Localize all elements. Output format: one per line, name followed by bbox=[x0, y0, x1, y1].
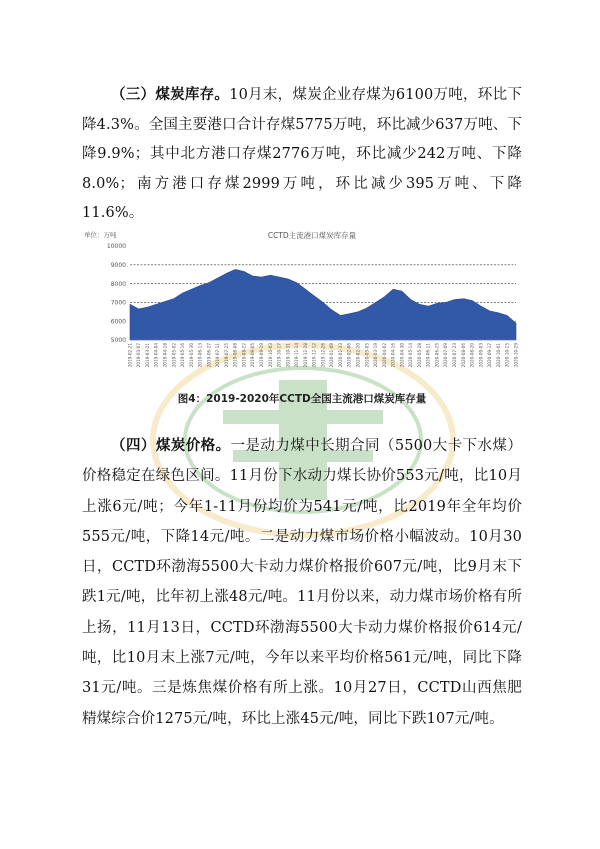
y-tick-label: 8000 bbox=[110, 280, 126, 288]
x-tick-label: 2020-05-14 bbox=[408, 343, 414, 368]
chart-unit-label: 单位：万吨 bbox=[84, 231, 117, 239]
x-tick-label: 2019-11-28 bbox=[302, 343, 308, 368]
x-tick-label: 2020-10-01 bbox=[495, 343, 501, 368]
y-tick-label: 9000 bbox=[110, 262, 126, 269]
x-tick-label: 2019-08-08 bbox=[232, 343, 238, 368]
inventory-area-chart bbox=[82, 228, 522, 388]
x-tick-label: 2020-04-16 bbox=[390, 343, 396, 368]
x-tick-label: 2019-07-11 bbox=[215, 343, 221, 368]
x-tick-label: 2020-04-30 bbox=[399, 343, 405, 368]
x-tick-label: 2019-05-16 bbox=[180, 343, 186, 368]
x-tick-label: 2019-10-31 bbox=[285, 343, 291, 368]
y-tick-label: 10000 bbox=[106, 243, 126, 251]
figure-caption: 图4：2019-2020年CCTD全国主流港口煤炭库存量 bbox=[177, 393, 427, 405]
section-heading: （四）煤炭价格。 bbox=[111, 437, 231, 454]
x-tick-label: 2020-02-06 bbox=[346, 343, 352, 368]
x-tick-label: 2020-09-17 bbox=[487, 343, 493, 368]
x-tick-label: 2020-01-23 bbox=[337, 343, 343, 368]
x-tick-label: 2020-07-23 bbox=[451, 343, 457, 368]
x-tick-label: 2020-10-15 bbox=[504, 343, 510, 368]
x-tick-label: 2020-03-05 bbox=[364, 343, 370, 368]
x-tick-label: 2020-01-09 bbox=[329, 343, 335, 368]
x-tick-label: 2019-08-22 bbox=[241, 343, 247, 368]
x-tick-label: 2019-04-04 bbox=[153, 343, 159, 368]
x-tick-label: 2019-06-13 bbox=[197, 343, 203, 368]
inventory-area-series bbox=[130, 270, 516, 341]
y-tick-label: 7000 bbox=[110, 299, 126, 307]
section-heading: （三）煤炭库存。 bbox=[111, 86, 230, 103]
x-tick-label: 2020-04-02 bbox=[381, 343, 387, 368]
x-tick-label: 2020-08-06 bbox=[460, 343, 466, 368]
x-tick-label: 2019-10-17 bbox=[276, 343, 282, 368]
x-tick-label: 2020-08-20 bbox=[469, 343, 475, 368]
x-tick-label: 2020-06-11 bbox=[425, 343, 431, 368]
x-tick-label: 2019-12-26 bbox=[320, 343, 326, 368]
x-tick-label: 2019-09-19 bbox=[258, 343, 264, 368]
section-body: 10月末，煤炭企业存煤为6100万吨，环比下降4.3%。全国主要港口合计存煤5775万吨，环比减少637万吨、下降9.9%；其中北方港口存煤2776万吨，环比减少242万吨、下降8.0%；南方港口存煤2999万吨，环比减少395万吨、下降11.6%。 bbox=[82, 87, 523, 221]
x-tick-label: 2020-06-25 bbox=[434, 343, 440, 368]
x-tick-label: 2020-10-29 bbox=[513, 343, 519, 368]
x-tick-label: 2020-09-03 bbox=[478, 343, 484, 368]
y-tick-label: 6000 bbox=[110, 318, 126, 326]
x-tick-label: 2020-07-09 bbox=[443, 343, 449, 368]
x-tick-label: 2019-11-14 bbox=[294, 343, 300, 368]
x-tick-label: 2019-12-12 bbox=[311, 343, 317, 368]
chart-title: CCTD主流港口煤炭库存量 bbox=[267, 231, 357, 240]
x-tick-label: 2019-04-18 bbox=[162, 343, 168, 368]
y-tick-label: 5000 bbox=[110, 337, 126, 345]
x-tick-label: 2019-10-03 bbox=[267, 343, 273, 368]
x-tick-label: 2019-05-02 bbox=[171, 343, 177, 368]
section-coal-inventory bbox=[82, 80, 522, 229]
x-tick-label: 2020-05-28 bbox=[416, 343, 422, 368]
x-tick-label: 2020-02-20 bbox=[355, 343, 361, 368]
section-body: 一是动力煤中长期合同（5500大卡下水煤）价格稳定在绿色区间。11月份下水动力煤长协价553元/吨，比10月上涨6元/吨；今年1-11月份均价为541元/吨，比2019年全年均价555元/吨，下降14元/吨。二是动力煤市场价格小幅波动。10月30日，CCTD环渤海5500大卡动力煤价格报价607元/吨，比9月末下跌1元/吨，比年初上涨48元/吨。11月份以来，动力煤市场价格有所上扬，11月13日，CCTD环渤海5500大卡动力煤价格报价614元/吨，比10月末上涨7元/吨，今年以来平均价格561元/吨，同比下降31元/吨。三是炼焦煤价格有所上涨。10月27日，CCTD山西焦肥精煤综合价1275元/吨，环比上涨45元/吨，同比下跌107元/吨。 bbox=[82, 438, 522, 727]
x-tick-label: 2019-09-05 bbox=[250, 343, 256, 368]
x-tick-label: 2019-07-25 bbox=[223, 343, 229, 368]
x-tick-label: 2020-03-19 bbox=[373, 343, 379, 368]
x-tick-label: 2019-02-21 bbox=[127, 343, 133, 368]
x-tick-label: 2019-06-27 bbox=[206, 343, 212, 368]
x-tick-label: 2019-03-21 bbox=[144, 343, 150, 368]
x-tick-label: 2019-05-30 bbox=[188, 343, 194, 368]
section-coal-price bbox=[82, 431, 522, 734]
x-tick-label: 2019-03-07 bbox=[136, 343, 142, 368]
